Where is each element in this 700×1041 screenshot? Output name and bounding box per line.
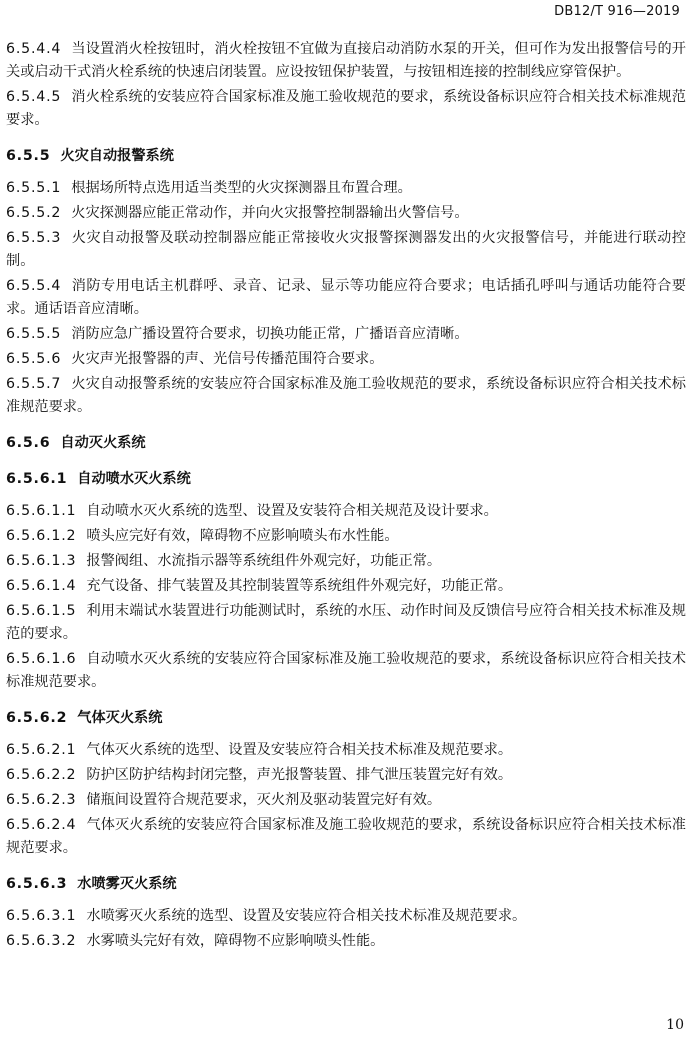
section-heading xyxy=(6,873,686,896)
clause-text: 自动喷水灭火系统的选型、设置及安装符合相关规范及设计要求。 xyxy=(86,503,498,519)
clause-number: 6.5.6.3.2 xyxy=(6,933,77,949)
clause-paragraph xyxy=(6,789,686,812)
clause-paragraph xyxy=(6,575,686,598)
clause-paragraph xyxy=(6,275,686,321)
clause-text: 根据场所特点选用适当类型的火灾探测器且布置合理。 xyxy=(71,180,412,196)
clause-number: 6.5.6.1 xyxy=(6,471,68,487)
clause-text: 火灾声光报警器的声、光信号传播范围符合要求。 xyxy=(71,351,384,367)
clause-number: 6.5.6.2.2 xyxy=(6,767,77,783)
section-heading xyxy=(6,707,686,730)
clause-number: 6.5.5.7 xyxy=(6,376,62,392)
page-number: 10 xyxy=(666,1017,684,1033)
clause-text: 气体灭火系统 xyxy=(77,710,163,726)
clause-paragraph xyxy=(6,739,686,762)
clause-paragraph xyxy=(6,86,686,132)
clause-paragraph xyxy=(6,38,686,84)
clause-number: 6.5.5.2 xyxy=(6,205,62,221)
clause-number: 6.5.5.4 xyxy=(6,278,62,294)
clause-number: 6.5.5.6 xyxy=(6,351,62,367)
clause-text: 水喷雾灭火系统 xyxy=(77,876,177,892)
clause-number: 6.5.4.4 xyxy=(6,41,62,57)
document-body xyxy=(6,38,686,955)
clause-text: 火灾自动报警系统 xyxy=(60,148,174,164)
clause-paragraph xyxy=(6,905,686,928)
clause-number: 6.5.5.3 xyxy=(6,230,62,246)
clause-paragraph xyxy=(6,764,686,787)
clause-paragraph xyxy=(6,177,686,200)
clause-paragraph xyxy=(6,814,686,860)
clause-number: 6.5.6.3.1 xyxy=(6,908,77,924)
clause-text: 消防应急广播设置符合要求，切换功能正常，广播语音应清晰。 xyxy=(71,326,469,342)
clause-text: 充气设备、排气装置及其控制装置等系统组件外观完好，功能正常。 xyxy=(86,578,513,594)
clause-number: 6.5.6 xyxy=(6,435,51,451)
clause-paragraph xyxy=(6,323,686,346)
clause-text: 储瓶间设置符合规范要求，灭火剂及驱动装置完好有效。 xyxy=(86,792,442,808)
clause-paragraph xyxy=(6,600,686,646)
section-heading xyxy=(6,145,686,168)
clause-paragraph xyxy=(6,550,686,573)
clause-number: 6.5.6.2 xyxy=(6,710,68,726)
section-heading xyxy=(6,468,686,491)
clause-text: 火灾探测器应能正常动作，并向火灾报警控制器输出火警信号。 xyxy=(71,205,469,221)
clause-text: 防护区防护结构封闭完整，声光报警装置、排气泄压装置完好有效。 xyxy=(86,767,513,783)
clause-text: 气体灭火系统的选型、设置及安装应符合相关技术标准及规范要求。 xyxy=(86,742,513,758)
clause-number: 6.5.6.1.4 xyxy=(6,578,77,594)
clause-paragraph xyxy=(6,348,686,371)
clause-text: 火灾自动报警及联动控制器应能正常接收火灾报警探测器发出的火灾报警信号，并能进行联动控制。 xyxy=(6,230,686,269)
clause-paragraph xyxy=(6,373,686,419)
clause-text: 气体灭火系统的安装应符合国家标准及施工验收规范的要求，系统设备标识应符合相关技术标准规范要求。 xyxy=(6,817,686,856)
clause-text: 当设置消火栓按钮时，消火栓按钮不宜做为直接启动消防水泵的开关，但可作为发出报警信号的开关或启动干式消火栓系统的快速启闭装置。应设按钮保护装置，与按钮相连接的控制线应穿管保护。 xyxy=(6,41,686,80)
clause-number: 6.5.6.2.1 xyxy=(6,742,77,758)
clause-text: 水雾喷头完好有效，障碍物不应影响喷头性能。 xyxy=(86,933,385,949)
clause-text: 自动喷水灭火系统的安装应符合国家标准及施工验收规范的要求，系统设备标识应符合相关技术标准规范要求。 xyxy=(6,651,686,690)
section-heading xyxy=(6,432,686,455)
clause-number: 6.5.6.1.2 xyxy=(6,528,77,544)
clause-text: 报警阀组、水流指示器等系统组件外观完好，功能正常。 xyxy=(86,553,442,569)
clause-text: 水喷雾灭火系统的选型、设置及安装应符合相关技术标准及规范要求。 xyxy=(86,908,527,924)
clause-number: 6.5.6.1.6 xyxy=(6,651,77,667)
clause-text: 喷头应完好有效，障碍物不应影响喷头布水性能。 xyxy=(86,528,399,544)
clause-number: 6.5.6.3 xyxy=(6,876,68,892)
clause-number: 6.5.5 xyxy=(6,148,51,164)
clause-number: 6.5.5.5 xyxy=(6,326,62,342)
clause-text: 消防专用电话主机群呼、录音、记录、显示等功能应符合要求；电话插孔呼叫与通话功能符合要求。通话语音应清晰。 xyxy=(6,278,686,317)
clause-number: 6.5.6.2.3 xyxy=(6,792,77,808)
clause-text: 自动喷水灭火系统 xyxy=(77,471,191,487)
clause-text: 火灾自动报警系统的安装应符合国家标准及施工验收规范的要求，系统设备标识应符合相关技术标准规范要求。 xyxy=(6,376,686,415)
clause-paragraph xyxy=(6,525,686,548)
clause-number: 6.5.6.1.5 xyxy=(6,603,77,619)
clause-text: 消火栓系统的安装应符合国家标准及施工验收规范的要求，系统设备标识应符合相关技术标准规范要求。 xyxy=(6,89,686,128)
clause-number: 6.5.4.5 xyxy=(6,89,62,105)
clause-number: 6.5.5.1 xyxy=(6,180,62,196)
clause-paragraph xyxy=(6,202,686,225)
document-code: DB12/T 916—2019 xyxy=(554,4,680,19)
clause-text: 自动灭火系统 xyxy=(60,435,146,451)
clause-paragraph xyxy=(6,648,686,694)
clause-paragraph xyxy=(6,930,686,953)
clause-number: 6.5.6.2.4 xyxy=(6,817,77,833)
clause-number: 6.5.6.1.1 xyxy=(6,503,77,519)
clause-paragraph xyxy=(6,500,686,523)
clause-text: 利用末端试水装置进行功能测试时，系统的水压、动作时间及反馈信号应符合相关技术标准及规范的要求。 xyxy=(6,603,686,642)
clause-number: 6.5.6.1.3 xyxy=(6,553,77,569)
clause-paragraph xyxy=(6,227,686,273)
